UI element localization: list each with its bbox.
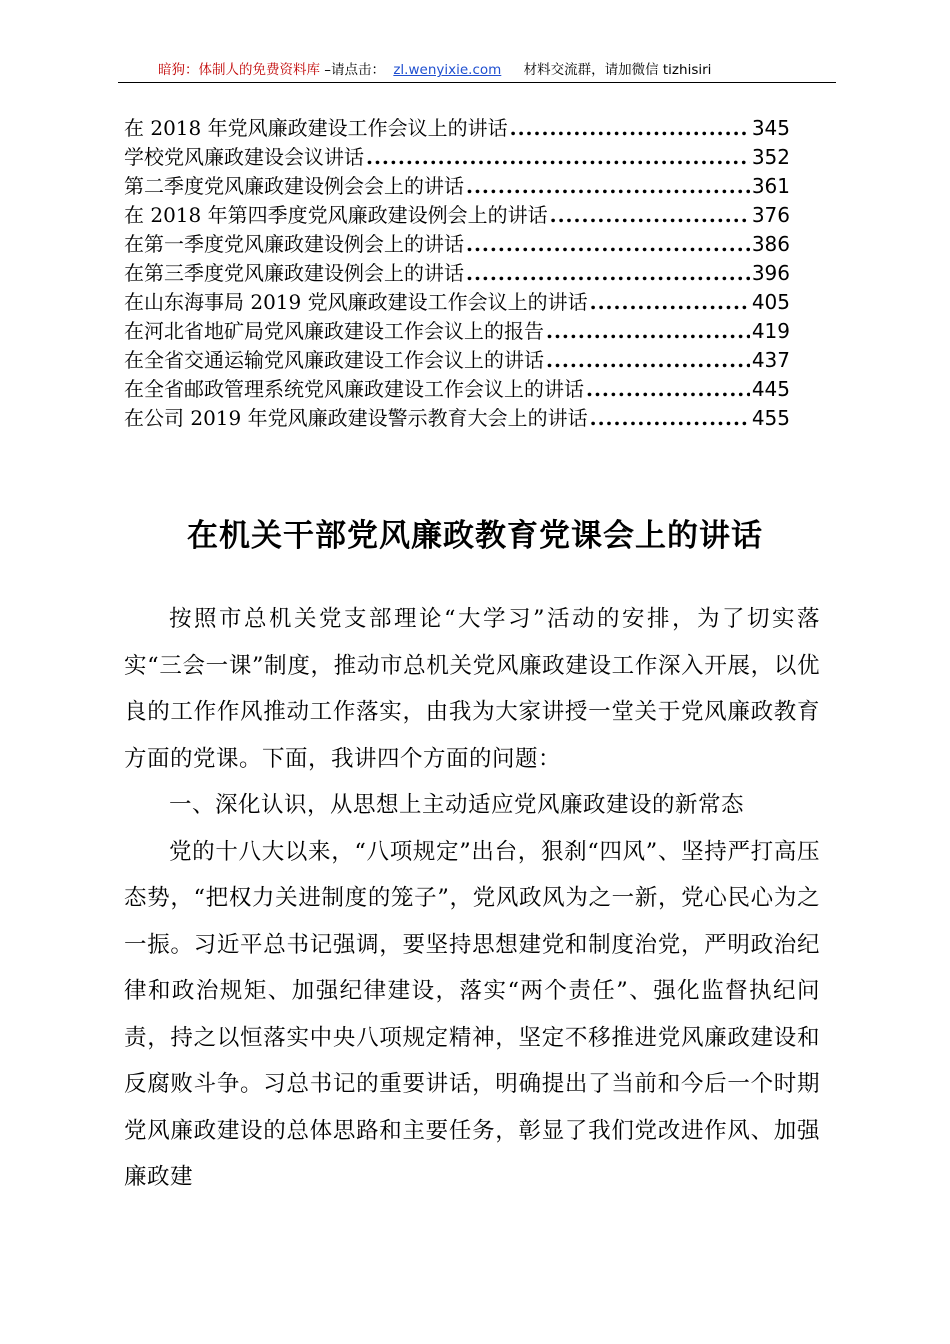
toc-entry-title: 在 2018 年第四季度党风廉政建设例会上的讲话 [124,203,548,227]
toc-entry[interactable] [124,114,790,143]
toc-entry-title: 第二季度党风廉政建设例会会上的讲话 [124,174,464,198]
toc-entry[interactable] [124,288,790,317]
toc-entry-page: 445 [751,377,790,401]
section-heading: 一、深化认识，从思想上主动适应党风廉政建设的新常态 [169,792,745,818]
toc-entry[interactable] [124,317,790,346]
header-wechat-note: 材料交流群，请加微信 tizhisiri [523,62,712,78]
toc-leader-dots [590,404,750,433]
toc-entry-page: 405 [751,290,790,314]
toc-leader-dots [590,288,750,317]
toc-entry[interactable] [124,172,790,201]
toc-leader-dots [510,114,750,143]
toc-leader-dots [466,230,750,259]
toc-leader-dots [466,259,750,288]
toc-entry[interactable] [124,230,790,259]
toc-entry-title: 学校党风廉政建设会议讲话 [124,145,364,169]
body-paragraph: 按照市总机关党支部理论“大学习”活动的安排，为了切实落实“三会一课”制度，推动市总机关党风廉政建设工作深入开展，以优良的工作作风推动工作落实，由我为大家讲授一堂关于党风廉政教育方面的党课。下面，我讲四个方面的问题： [124,606,820,772]
toc-entry-page: 345 [751,116,790,140]
toc-entry-title: 在河北省地矿局党风廉政建设工作会议上的报告 [124,319,544,343]
toc-entry[interactable] [124,143,790,172]
toc-leader-dots [586,375,750,404]
body-paragraph: 党的十八大以来，“八项规定”出台，狠刹“四风”、坚持严打高压态势，“把权力关进制度的笼子”，党风政风为之一新，党心民心为之一振。习近平总书记强调，要坚持思想建党和制度治党，严明政治纪律和政治规矩、加强纪律建设，落实“两个责任”、强化监督执纪问责，持之以恒落实中央八项规定精神，坚定不移推进党风廉政建设和反腐败斗争。习总书记的重要讲话，明确提出了当前和今后一个时期党风廉政建设的总体思路和主要任务，彰显了我们党改进作风、加强廉政建 [124,838,820,1190]
toc-entry[interactable] [124,375,790,404]
toc-entry-title: 在第一季度党风廉政建设例会上的讲话 [124,232,464,256]
toc-entry-title: 在山东海事局 2019 党风廉政建设工作会议上的讲话 [124,290,588,314]
toc-entry-title: 在全省交通运输党风廉政建设工作会议上的讲话 [124,348,544,372]
toc-leader-dots [546,346,750,375]
toc-entry-page: 361 [751,174,790,198]
header-prompt: –请点击： [324,62,386,78]
toc-entry-page: 455 [751,406,790,430]
toc-entry[interactable] [124,346,790,375]
header-url-link[interactable]: zl.wenyixie.com [393,62,502,78]
toc-entry-page: 396 [751,261,790,285]
toc-leader-dots [466,172,750,201]
toc-entry-page: 419 [751,319,790,343]
toc-entry-title: 在第三季度党风廉政建设例会上的讲话 [124,261,464,285]
toc-entry[interactable] [124,201,790,230]
header-divider [118,82,836,83]
toc-entry-page: 376 [751,203,790,227]
document-title: 在机关干部党风廉政教育党课会上的讲话 [187,517,763,554]
toc-leader-dots [550,201,750,230]
toc-leader-dots [546,317,750,346]
toc-entry-page: 437 [751,348,790,372]
toc-entry-title: 在公司 2019 年党风廉政建设警示教育大会上的讲话 [124,406,588,430]
table-of-contents [124,114,790,433]
toc-entry-title: 在 2018 年党风廉政建设工作会议上的讲话 [124,116,508,140]
page-header [118,58,838,82]
toc-entry-page: 386 [751,232,790,256]
toc-entry[interactable] [124,259,790,288]
toc-leader-dots [366,143,750,172]
header-brand: 暗狗：体制人的免费资料库 [158,62,320,78]
toc-entry-page: 352 [751,145,790,169]
toc-entry[interactable] [124,404,790,433]
toc-entry-title: 在全省邮政管理系统党风廉政建设工作会议上的讲话 [124,377,584,401]
document-body [124,596,820,1201]
